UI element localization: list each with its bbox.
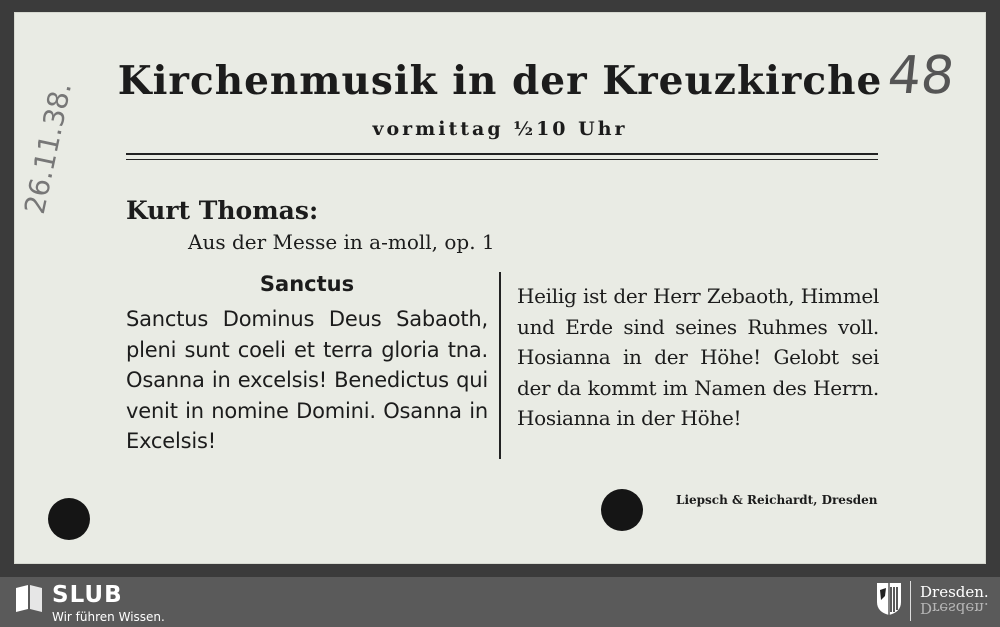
- library-tagline: Wir führen Wissen.: [52, 610, 165, 624]
- archive-number: 48: [884, 46, 958, 106]
- footer-separator: [910, 581, 911, 621]
- city-logo-mirror: Dresden.: [920, 599, 989, 617]
- library-name[interactable]: SLUB: [52, 582, 123, 608]
- handwritten-date: 26.11.38.: [18, 79, 79, 217]
- city-logo-text[interactable]: Dresden.: [920, 583, 989, 601]
- german-text: Heilig ist der Herr Zebaoth, Himmel und Erde sind seines Ruhmes voll. Hosianna in der Höhe! Gelobt sei der da kommt im Namen des Herrn. Hosianna in der Höhe!: [517, 284, 879, 430]
- title-rule-thick: [126, 153, 878, 155]
- column-divider: [499, 272, 501, 459]
- footer-bar: [0, 577, 1000, 627]
- printer-imprint: Liepsch & Reichardt, Dresden: [676, 493, 878, 507]
- punch-hole-left: [48, 498, 90, 540]
- punch-hole-right: [601, 489, 643, 531]
- work-title: Aus der Messe in a-moll, op. 1: [188, 230, 495, 254]
- latin-text: Sanctus Dominus Deus Sabaoth, pleni sunt coeli et terra gloria tna. Osanna in excelsis! Benedictus qui venit in nomine Domini. Osanna in Excelsis!: [126, 307, 488, 453]
- title-rule-thin: [126, 159, 878, 160]
- composer-name: Kurt Thomas:: [126, 196, 319, 225]
- section-heading: Sanctus: [259, 272, 355, 296]
- latin-column: [126, 272, 488, 457]
- service-time: vormittag ½10 Uhr: [372, 118, 628, 140]
- city-crest-icon[interactable]: [876, 582, 902, 620]
- card-title: Kirchenmusik in der Kreuzkirche: [117, 58, 883, 104]
- book-icon[interactable]: [14, 583, 44, 617]
